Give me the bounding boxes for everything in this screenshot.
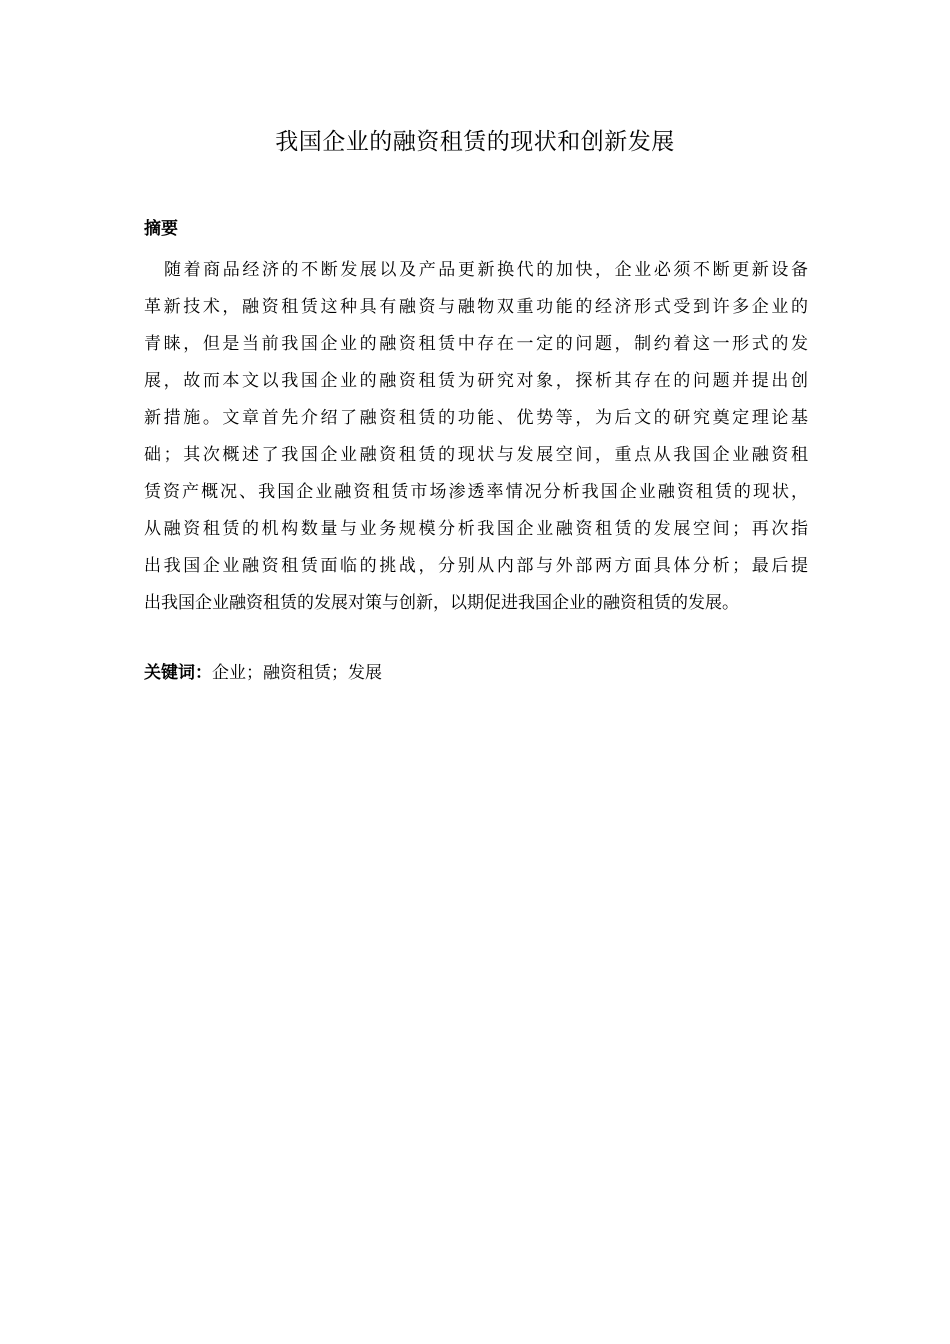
abstract-heading: 摘要: [144, 219, 178, 239]
document-title: 我国企业的融资租赁的现状和创新发展: [275, 129, 675, 155]
abstract-line: 青睐，但是当前我国企业的融资租赁中存在一定的问题，制约着这一形式的发: [144, 334, 808, 354]
keywords-value: 企业；融资租赁；发展: [212, 663, 382, 683]
abstract-line: 赁资产概况、我国企业融资租赁市场渗透率情况分析我国企业融资租赁的现状，: [144, 482, 808, 502]
abstract-line: 随着商品经济的不断发展以及产品更新换代的加快，企业必须不断更新设备: [164, 260, 808, 280]
abstract-line: 革新技术，融资租赁这种具有融资与融物双重功能的经济形式受到许多企业的: [144, 297, 808, 317]
abstract-line: 新措施。文章首先介绍了融资租赁的功能、优势等，为后文的研究奠定理论基: [144, 408, 808, 428]
keywords: [144, 660, 382, 686]
abstract-body: [144, 252, 808, 622]
abstract-line: 展，故而本文以我国企业的融资租赁为研究对象，探析其存在的问题并提出创: [144, 371, 808, 391]
keywords-label: 关键词：: [144, 663, 212, 683]
abstract-line: 出我国企业融资租赁面临的挑战，分别从内部与外部两方面具体分析；最后提: [144, 556, 808, 576]
abstract-line: 础；其次概述了我国企业融资租赁的现状与发展空间，重点从我国企业融资租: [144, 445, 808, 465]
abstract-line: 从融资租赁的机构数量与业务规模分析我国企业融资租赁的发展空间；再次指: [144, 519, 808, 539]
abstract-line: 出我国企业融资租赁的发展对策与创新，以期促进我国企业的融资租赁的发展。: [144, 593, 739, 613]
